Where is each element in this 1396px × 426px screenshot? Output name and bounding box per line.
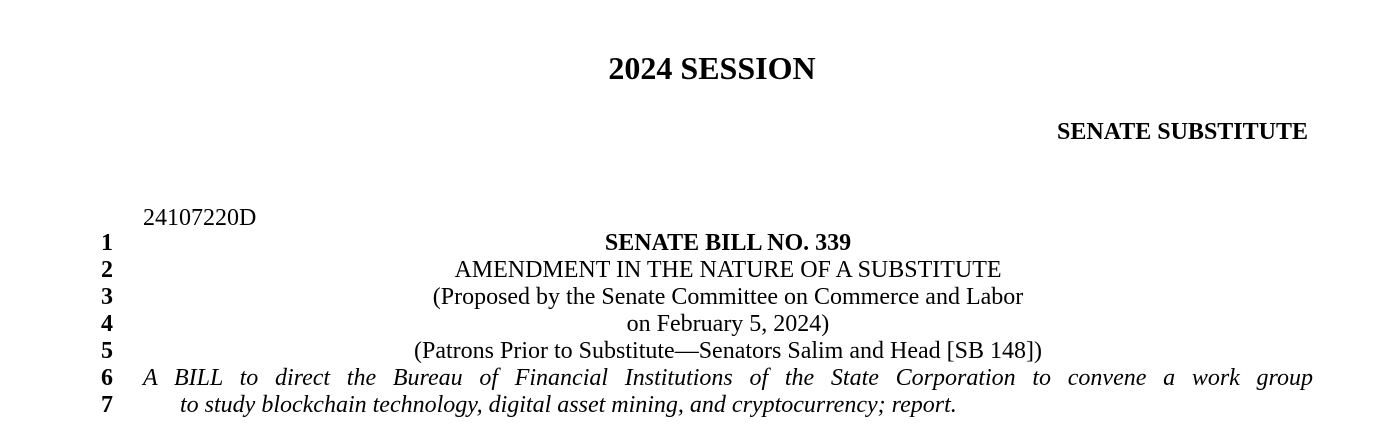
bill-line-7 [0, 392, 1396, 419]
session-title: 2024 SESSION [608, 50, 816, 86]
bill-title-continuation: to study blockchain technology, digital asset mining, and cryptocurrency; report. [180, 392, 957, 418]
line-number: 5 [101, 338, 113, 364]
patrons-text: (Patrons Prior to Substitute—Senators Salim and Head [SB 148]) [414, 338, 1042, 364]
bill-line-1 [0, 230, 1396, 257]
senate-substitute-label: SENATE SUBSTITUTE [1057, 119, 1308, 145]
line-number: 7 [101, 392, 113, 418]
bill-line-3 [0, 284, 1396, 311]
bill-title-text: A BILL to direct the Bureau of Financial Institutions of the State Corporation to convene a work group [143, 365, 1313, 391]
proposed-by-text: (Proposed by the Senate Committee on Commerce and Labor [432, 284, 1024, 310]
bill-line-5 [0, 338, 1396, 365]
line-number: 3 [101, 284, 113, 310]
line-number: 6 [101, 365, 113, 391]
line-number: 1 [101, 230, 113, 256]
amendment-heading: AMENDMENT IN THE NATURE OF A SUBSTITUTE [454, 257, 1002, 283]
bill-document-id: 24107220D [143, 205, 257, 231]
bill-line-2 [0, 257, 1396, 284]
line-number: 4 [101, 311, 113, 337]
bill-line-6 [0, 365, 1396, 392]
bill-number-heading: SENATE BILL NO. 339 [604, 230, 852, 256]
line-number: 2 [101, 257, 113, 283]
bill-line-4 [0, 311, 1396, 338]
proposal-date-text: on February 5, 2024) [626, 311, 830, 337]
